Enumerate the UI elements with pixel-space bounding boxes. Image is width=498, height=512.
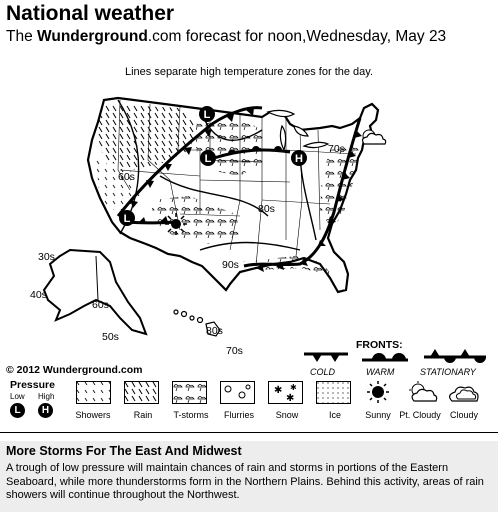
legend-label-ice: Ice <box>328 410 341 420</box>
tstorms-swatch-icon <box>173 382 207 404</box>
front-label-stationary: STATIONARY <box>420 367 476 377</box>
svg-text:L: L <box>123 213 131 225</box>
high-pressure-symbol: H <box>38 403 53 418</box>
page-title: National weather <box>6 2 175 25</box>
warm-front-symbol <box>362 353 408 360</box>
snow-swatch-icon <box>269 382 303 405</box>
front-label-cold: COLD <box>310 367 336 377</box>
temp-label: 60s <box>92 299 109 311</box>
temp-label: 50s <box>102 331 119 343</box>
partly-cloudy-legend-icon <box>409 381 437 401</box>
temp-label: 80s <box>258 203 275 215</box>
front-label-warm: WARM <box>366 367 395 377</box>
low-pressure-marker <box>199 106 215 122</box>
map-note: Lines separate high temperature zones for the day. <box>124 66 374 78</box>
fronts-legend-title: FRONTS: <box>356 339 403 351</box>
cloudy-icon <box>450 387 478 401</box>
legend-label-partly-cloudy: Pt. Cloudy <box>399 410 441 420</box>
high-pressure-marker <box>291 150 307 166</box>
low-pressure-symbol: L <box>10 403 25 418</box>
legend-label-snow: Snow <box>275 410 299 420</box>
temp-label: 60s <box>118 171 135 183</box>
pressure-high-label: High <box>38 392 55 401</box>
copyright-text: © 2012 Wunderground.com <box>6 364 143 376</box>
legend-label-tstorms: T-storms <box>173 410 209 420</box>
section-divider <box>0 432 498 433</box>
subtitle-prefix: The <box>6 28 38 45</box>
cold-front-symbol <box>304 354 348 362</box>
sun-icon <box>165 213 187 235</box>
pressure-legend-title: Pressure <box>10 379 55 391</box>
pressure-low-label: Low <box>10 392 25 401</box>
legend-label-rain: Rain <box>133 410 153 420</box>
temp-label: 90s <box>222 259 239 271</box>
showers-swatch-icon <box>77 382 111 404</box>
legend-label-flurries: Flurries <box>223 410 254 420</box>
temp-label: 70s <box>226 345 243 357</box>
page-subtitle <box>6 28 446 46</box>
subtitle-brand: Wunderground <box>37 28 148 45</box>
svg-text:✱: ✱ <box>286 393 295 404</box>
story-body: A trough of low pressure will maintain chances of rain and storms in portions of the Eastern Seaboard, while more thunderstorms form in the Northern Plains. Behind this activity, areas of rain showers will continue throughout the Northwest. <box>6 462 484 501</box>
ice-swatch-icon <box>317 382 351 404</box>
alaska-outline <box>44 250 146 334</box>
temp-label: 40s <box>30 289 47 301</box>
legend-label-showers: Showers <box>75 410 111 420</box>
svg-text:✱: ✱ <box>290 383 297 392</box>
legend-label-cloudy: Cloudy <box>449 410 478 420</box>
flurries-swatch-icon <box>221 382 255 404</box>
temp-label: 30s <box>38 251 55 263</box>
fronts-legend-symbols <box>300 348 496 368</box>
low-pressure-marker <box>200 150 216 166</box>
stationary-front-symbol <box>424 349 486 363</box>
partly-cloudy-icon <box>363 130 386 144</box>
low-pressure-marker <box>119 210 135 226</box>
svg-text:✱: ✱ <box>274 385 283 396</box>
conditions-legend-swatches <box>76 381 496 409</box>
svg-text:H: H <box>295 153 303 165</box>
temp-label: 70s <box>328 143 345 155</box>
sunny-icon <box>367 381 389 403</box>
subtitle-suffix: .com forecast for noon,Wednesday, May 23 <box>147 28 447 45</box>
svg-text:L: L <box>203 109 211 121</box>
weather-map <box>0 80 498 380</box>
story-title: More Storms For The East And Midwest <box>6 444 242 458</box>
legend-label-sunny: Sunny <box>365 410 391 420</box>
svg-text:L: L <box>204 153 212 165</box>
rain-swatch-icon <box>125 382 159 404</box>
temp-label: 80s <box>206 325 223 337</box>
